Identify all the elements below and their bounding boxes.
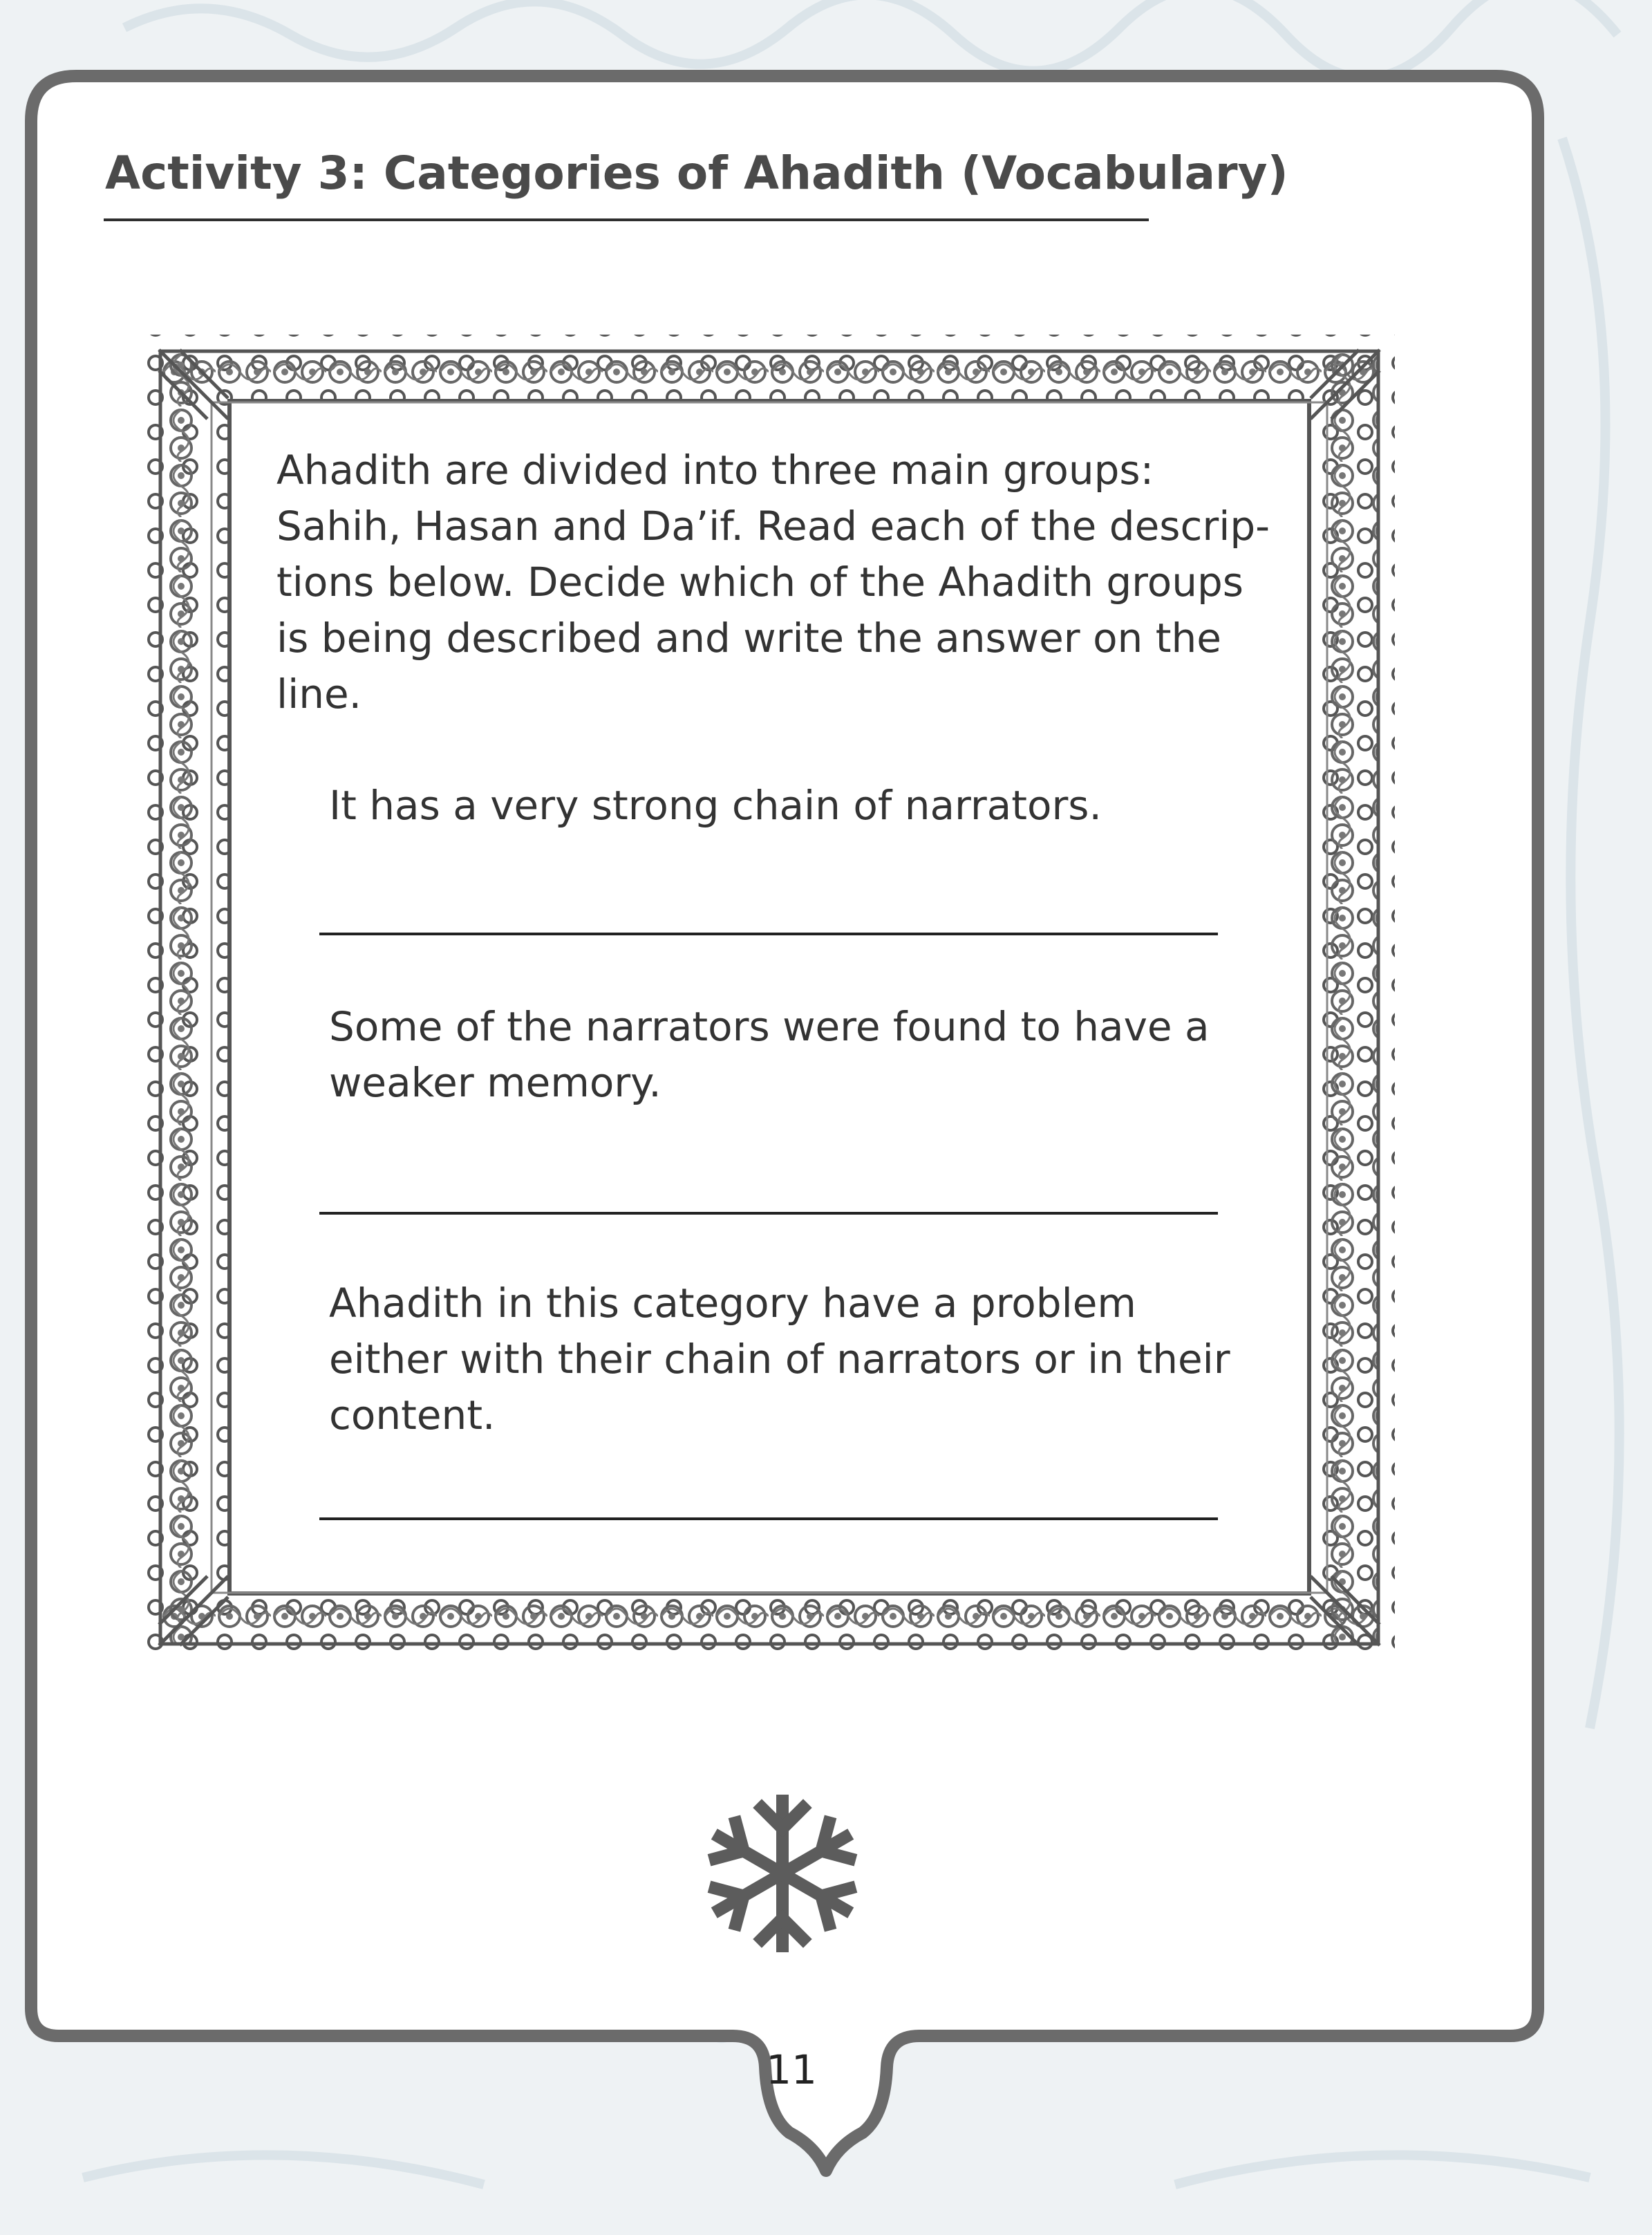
question-1-line: It has a very strong chain of narrators. xyxy=(329,782,1102,829)
instructions-line: is being described and write the answer on the xyxy=(276,615,1221,662)
question-2-line: Some of the narrators were found to have a xyxy=(329,1003,1210,1050)
instructions xyxy=(276,442,1313,722)
question-3-line: either with their chain of narrators or in their xyxy=(329,1336,1230,1383)
question-3-line: Ahadith in this category have a problem xyxy=(329,1280,1136,1327)
answer-line-2[interactable] xyxy=(319,1212,1218,1215)
instructions-line: Ahadith are divided into three main groups: xyxy=(276,447,1154,494)
instructions-line: tions below. Decide which of the Ahadith groups xyxy=(276,559,1243,606)
question-1 xyxy=(329,778,1317,834)
question-2 xyxy=(329,999,1317,1111)
page-number: 11 xyxy=(766,2046,817,2093)
question-3-line: content. xyxy=(329,1392,496,1439)
answer-line-3[interactable] xyxy=(319,1517,1218,1520)
question-2-line: weaker memory. xyxy=(329,1059,661,1106)
instructions-line: Sahih, Hasan and Da’if. Read each of the descrip- xyxy=(276,503,1270,550)
answer-line-1[interactable] xyxy=(319,933,1218,935)
title-underline xyxy=(104,218,1149,221)
question-3 xyxy=(329,1275,1317,1443)
activity-title: Activity 3: Categories of Ahadith (Vocabulary) xyxy=(105,147,1288,200)
instructions-line: line. xyxy=(276,671,362,718)
